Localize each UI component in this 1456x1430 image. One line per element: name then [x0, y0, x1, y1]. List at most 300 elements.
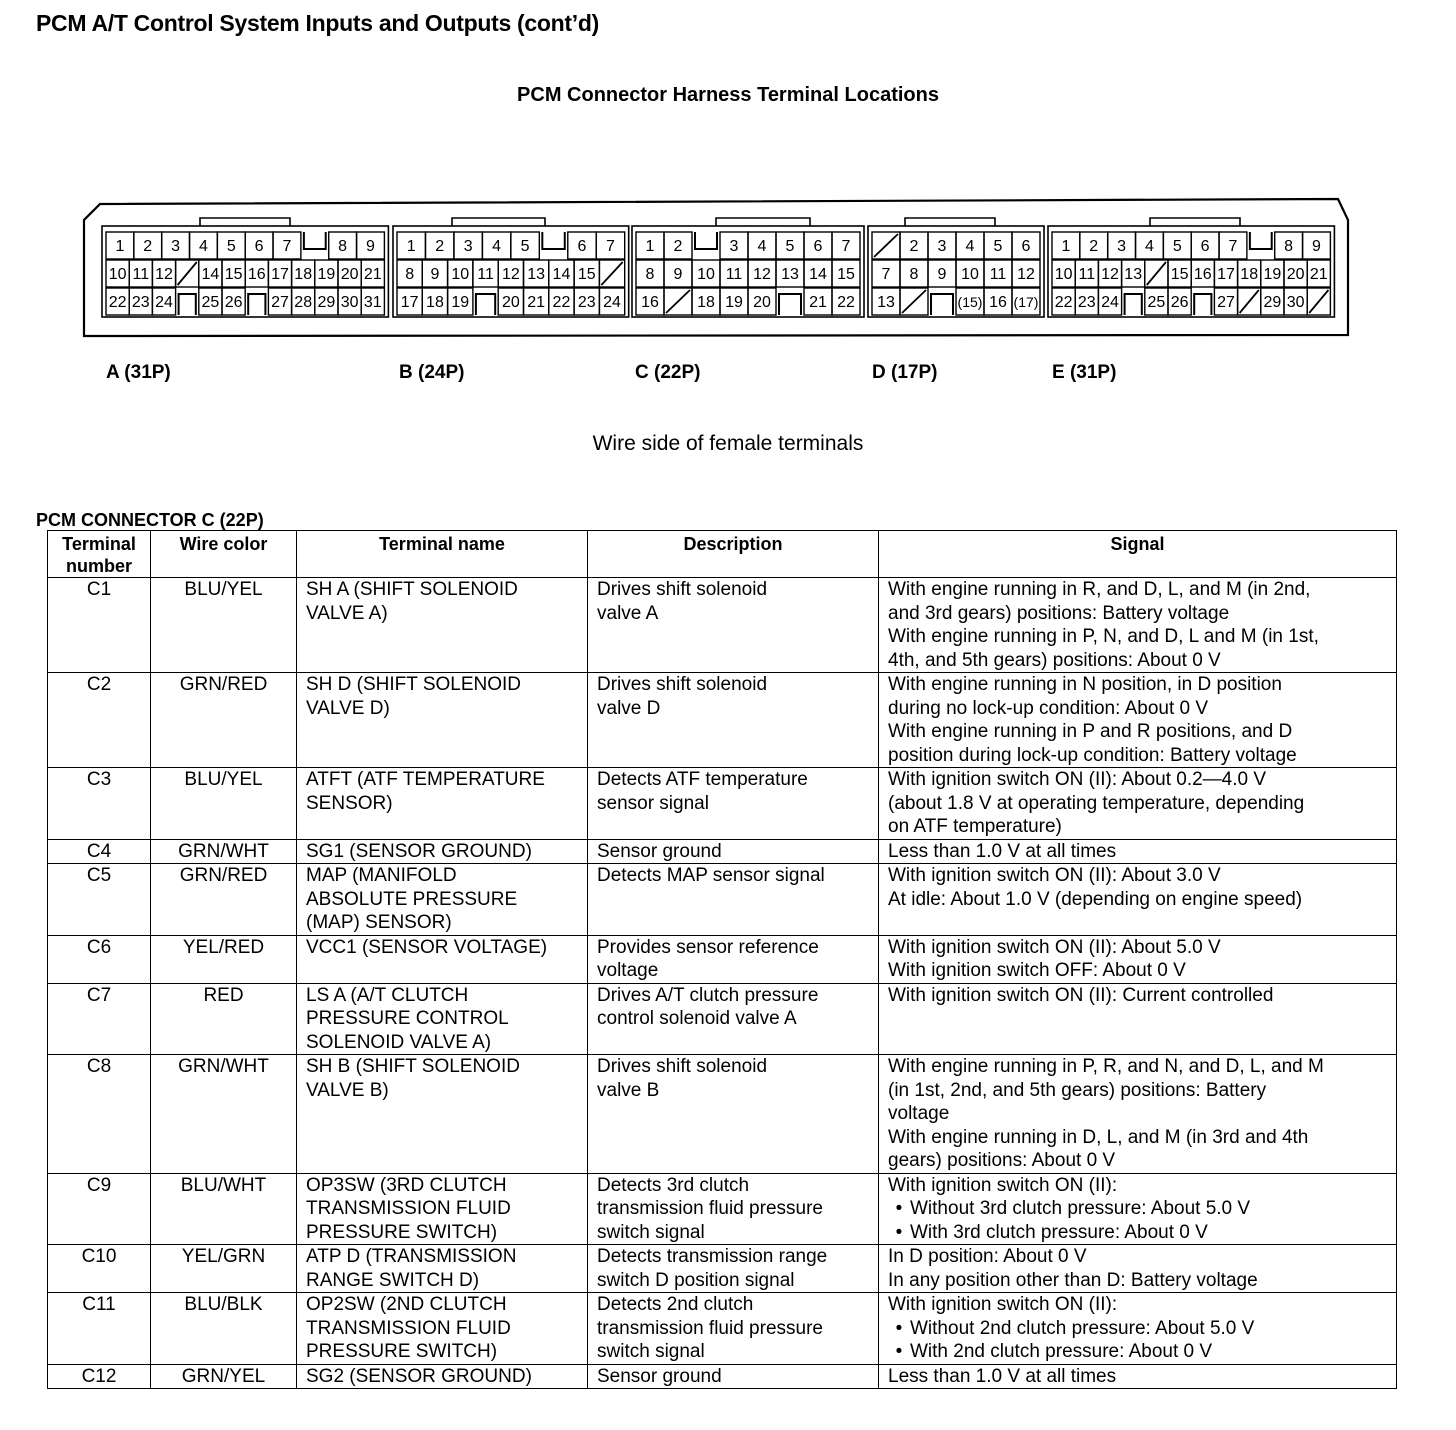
empty-terminal-mark [902, 290, 926, 313]
header-signal: Signal [879, 531, 1397, 578]
wire-color-cell: GRN/YEL [151, 1364, 297, 1389]
terminal-number: 1 [645, 238, 655, 255]
keyway-slot [931, 294, 953, 315]
terminal-name-line: SENSOR) [306, 792, 393, 814]
description-line: Detects 2nd clutch [597, 1294, 754, 1315]
table-row [48, 1364, 1397, 1389]
terminal-name-cell [297, 935, 588, 983]
terminal-number: 11 [989, 266, 1007, 283]
description-cell [588, 1293, 879, 1365]
terminal-number: 30 [1286, 294, 1305, 311]
terminal-number: 16 [1193, 266, 1212, 283]
terminal-number: 9 [430, 266, 440, 283]
table-row [48, 983, 1397, 1055]
terminal-number: 31 [363, 294, 382, 311]
terminal-number: 12 [1017, 266, 1035, 283]
table-row [48, 673, 1397, 768]
keyway-slot [542, 232, 564, 249]
terminal-name-cell [297, 768, 588, 840]
description-line: switch signal [597, 1341, 705, 1362]
terminal-number: 9 [937, 266, 947, 283]
table-row [48, 1245, 1397, 1293]
connector-latch [200, 218, 290, 226]
signal-line: during no lock-up condition: About 0 V [888, 697, 1209, 719]
terminal-number: 17 [400, 294, 419, 311]
terminal-name-line: ATP D (TRANSMISSION [306, 1246, 517, 1267]
keyway-slot [1125, 294, 1142, 315]
terminal-name-line: OP3SW (3RD CLUTCH [306, 1174, 507, 1196]
terminal-name-line: PRESSURE SWITCH) [306, 1221, 498, 1243]
empty-terminal-mark [178, 262, 197, 285]
terminal-name-line: SG1 (SENSOR GROUND) [306, 840, 532, 862]
terminal-number: 18 [294, 266, 313, 283]
wire-color-cell: BLU/YEL [151, 578, 297, 673]
terminal-name-line: TRANSMISSION FLUID [306, 1317, 511, 1339]
connector-latch [905, 218, 995, 226]
connector-c [632, 218, 864, 317]
terminal-name-cell [297, 983, 588, 1055]
terminal-name-line: RANGE SWITCH D) [306, 1269, 480, 1291]
terminal-number: 24 [1101, 294, 1119, 311]
signal-line: • Without 2nd clutch pressure: About 5.0 V [888, 1317, 1387, 1341]
connector-latch [716, 218, 810, 226]
terminal-number-cell: C5 [48, 864, 151, 936]
connector-latch [452, 218, 545, 226]
description-cell [588, 578, 879, 673]
terminal-number-cell: C9 [48, 1173, 151, 1245]
description-line: Sensor ground [597, 1365, 722, 1387]
description-line: Drives shift solenoid [597, 674, 768, 695]
terminal-number: 16 [989, 294, 1007, 311]
signal-line: In any position other than D: Battery voltage [888, 1269, 1258, 1291]
signal-cell [879, 1173, 1397, 1245]
terminal-number: 1 [406, 238, 416, 255]
terminal-number: 1 [115, 238, 125, 255]
terminal-number: 17 [1217, 266, 1235, 283]
terminal-number: 1 [1061, 238, 1071, 255]
terminal-name-line: SG2 (SENSOR GROUND) [306, 1365, 532, 1387]
terminal-number: 3 [171, 238, 181, 255]
signal-line: With ignition switch ON (II): [888, 1294, 1118, 1315]
description-cell [588, 768, 879, 840]
table-header-row [48, 531, 1397, 578]
description-line: Sensor ground [597, 840, 722, 862]
terminal-number: 25 [1147, 294, 1166, 311]
connector-e [1048, 218, 1334, 317]
signal-line: With engine running in N position, in D position [888, 674, 1282, 695]
table-row [48, 1293, 1397, 1365]
empty-terminal-mark [601, 262, 622, 285]
description-line: transmission fluid pressure [597, 1198, 823, 1219]
terminal-number: 7 [282, 238, 292, 255]
signal-line: In D position: About 0 V [888, 1246, 1087, 1267]
terminal-number: 7 [606, 238, 615, 255]
terminal-number: 6 [813, 238, 823, 255]
terminal-number: 7 [1228, 238, 1238, 255]
terminal-number: 4 [1144, 238, 1154, 255]
wire-color-cell: YEL/RED [151, 935, 297, 983]
signal-cell [879, 1364, 1397, 1389]
signal-line: With ignition switch OFF: About 0 V [888, 960, 1186, 981]
connector-label-c: C (22P) [635, 362, 701, 383]
wire-color-cell: BLU/BLK [151, 1293, 297, 1365]
wire-color-cell: GRN/WHT [151, 1055, 297, 1174]
description-line: valve A [597, 602, 659, 624]
terminal-number: 8 [645, 266, 655, 283]
description-line: Drives shift solenoid [597, 1056, 768, 1077]
terminal-number-cell: C11 [48, 1293, 151, 1365]
terminal-number: 8 [909, 266, 919, 283]
terminal-number: 12 [501, 266, 520, 283]
terminal-name-cell [297, 1245, 588, 1293]
signal-line: on ATF temperature) [888, 816, 1062, 837]
wire-color-cell: GRN/WHT [151, 839, 297, 864]
wire-color-cell: YEL/GRN [151, 1245, 297, 1293]
empty-terminal-mark [1147, 262, 1166, 285]
terminal-number: 4 [492, 238, 502, 255]
terminal-number: 12 [1101, 266, 1119, 283]
signal-cell [879, 839, 1397, 864]
terminal-number: 6 [1200, 238, 1210, 255]
terminal-number: 21 [1309, 266, 1328, 283]
terminal-number: 5 [226, 238, 236, 255]
terminal-number: 18 [697, 294, 715, 311]
terminal-number-cell: C12 [48, 1364, 151, 1389]
terminal-number: (17) [1013, 294, 1039, 310]
terminal-number: 15 [577, 266, 596, 283]
terminal-number: 11 [477, 266, 494, 283]
terminal-number: 4 [198, 238, 208, 255]
terminal-number: 7 [881, 266, 891, 283]
terminal-number: 10 [1054, 266, 1073, 283]
terminal-number: 8 [1284, 238, 1294, 255]
signal-line: • With 3rd clutch pressure: About 0 V [888, 1221, 1387, 1245]
signal-line: (about 1.8 V at operating temperature, depending [888, 792, 1305, 814]
terminal-number: 24 [155, 294, 173, 311]
signal-line: At idle: About 1.0 V (depending on engine speed) [888, 888, 1303, 910]
description-line: sensor signal [597, 792, 709, 814]
terminal-name-cell [297, 578, 588, 673]
keyway-slot [304, 232, 326, 249]
signal-cell [879, 935, 1397, 983]
terminal-number: 23 [131, 294, 150, 311]
terminal-name-line: (MAP) SENSOR) [306, 912, 452, 933]
header-wire-color: Wire color [151, 531, 297, 578]
terminal-name-line: MAP (MANIFOLD [306, 865, 457, 886]
terminal-number: 9 [366, 238, 375, 255]
description-cell [588, 839, 879, 864]
terminal-number: 3 [729, 238, 739, 255]
keyway-slot [1250, 232, 1272, 249]
terminal-number: 29 [1263, 294, 1282, 311]
terminal-number-cell: C3 [48, 768, 151, 840]
connector-latch [1150, 218, 1240, 226]
signal-line: With engine running in P and R positions, and D [888, 721, 1293, 742]
terminal-number: 29 [317, 294, 336, 311]
signal-cell [879, 1055, 1397, 1174]
signal-line: With engine running in R, and D, L, and M (in 2nd, [888, 579, 1311, 600]
terminal-number: 24 [603, 294, 621, 311]
terminal-number: 23 [1077, 294, 1096, 311]
terminal-number: 27 [271, 294, 289, 311]
terminal-name-cell [297, 1293, 588, 1365]
terminal-name-line: SH A (SHIFT SOLENOID [306, 579, 518, 600]
signal-line: With engine running in P, R, and N, and D, L, and M [888, 1056, 1324, 1077]
terminal-number: 10 [961, 266, 979, 283]
terminal-number: 13 [527, 266, 546, 283]
terminal-number: 4 [757, 238, 767, 255]
table-caption: PCM CONNECTOR C (22P) [36, 510, 264, 530]
signal-cell [879, 1293, 1397, 1365]
terminal-number: 19 [317, 266, 336, 283]
signal-line: With ignition switch ON (II): About 0.2—4.0 V [888, 769, 1267, 790]
terminal-number: 10 [108, 266, 127, 283]
terminal-number: 30 [340, 294, 359, 311]
pcm-connector-diagram [0, 190, 1456, 350]
terminal-number-cell: C10 [48, 1245, 151, 1293]
description-line: Detects 3rd clutch [597, 1174, 750, 1196]
description-line: Detects ATF temperature [597, 769, 808, 790]
terminal-number: 10 [697, 266, 715, 283]
signal-line: • With 2nd clutch pressure: About 0 V [888, 1340, 1387, 1364]
terminal-name-line: TRANSMISSION FLUID [306, 1198, 511, 1219]
terminal-number: 20 [1286, 266, 1305, 283]
terminal-number: 18 [1240, 266, 1259, 283]
description-line: valve B [597, 1079, 660, 1101]
terminal-number: 8 [338, 238, 348, 255]
pinout-table [47, 530, 1397, 1389]
terminal-number: 23 [577, 294, 596, 311]
terminal-number: 3 [463, 238, 473, 255]
terminal-number: 22 [1054, 294, 1073, 311]
description-line: control solenoid valve A [597, 1008, 797, 1029]
terminal-number: 9 [673, 266, 683, 283]
empty-terminal-mark [874, 234, 898, 257]
terminal-number: 22 [108, 294, 127, 311]
connector-label-a: A (31P) [106, 362, 171, 383]
terminal-number: 14 [552, 266, 571, 283]
terminal-number: 21 [527, 294, 546, 311]
terminal-number: 2 [435, 238, 445, 255]
terminal-name-line: PRESSURE CONTROL [306, 1008, 509, 1029]
terminal-number: 15 [837, 266, 855, 283]
table-row [48, 935, 1397, 983]
terminal-number: 5 [993, 238, 1003, 255]
terminal-number: 4 [965, 238, 975, 255]
page-title: PCM A/T Control System Inputs and Outputs (cont’d) [36, 10, 599, 36]
terminal-number-cell: C6 [48, 935, 151, 983]
terminal-name-line: VALVE A) [306, 602, 388, 624]
terminal-name-line: SOLENOID VALVE A) [306, 1031, 492, 1053]
terminal-name-cell [297, 1055, 588, 1174]
terminal-number: 13 [877, 294, 895, 311]
description-cell [588, 864, 879, 936]
signal-line: • Without 3rd clutch pressure: About 5.0 V [888, 1197, 1387, 1221]
terminal-name-line: ATFT (ATF TEMPERATURE [306, 769, 545, 790]
description-line: valve D [597, 697, 661, 719]
empty-terminal-mark [666, 290, 690, 313]
terminal-number: 19 [451, 294, 470, 311]
terminal-number: 5 [785, 238, 795, 255]
terminal-number: 22 [837, 294, 855, 311]
signal-line: voltage [888, 1103, 950, 1124]
terminal-name-cell [297, 1173, 588, 1245]
signal-line: Less than 1.0 V at all times [888, 840, 1117, 862]
wire-color-cell: GRN/RED [151, 673, 297, 768]
wire-color-cell: BLU/WHT [151, 1173, 297, 1245]
signal-line: gears) positions: About 0 V [888, 1150, 1116, 1171]
terminal-number: 6 [577, 238, 587, 255]
description-line: Detects transmission range [597, 1246, 828, 1267]
terminal-number: 14 [809, 266, 827, 283]
terminal-number: 28 [294, 294, 313, 311]
terminal-number: 6 [1021, 238, 1031, 255]
terminal-number: 20 [753, 294, 771, 311]
signal-line: and 3rd gears) positions: Battery voltage [888, 602, 1230, 624]
keyway-slot [695, 232, 717, 249]
description-line: Drives A/T clutch pressure [597, 984, 819, 1006]
terminal-number: 17 [271, 266, 289, 283]
terminal-number: 16 [247, 266, 266, 283]
terminal-number: 15 [1170, 266, 1189, 283]
keyway-slot [779, 294, 801, 315]
terminal-number: 21 [363, 266, 382, 283]
description-line: switch signal [597, 1221, 705, 1243]
description-line: Provides sensor reference [597, 936, 819, 958]
terminal-number: 12 [753, 266, 771, 283]
signal-cell [879, 983, 1397, 1055]
terminal-number: 5 [520, 238, 530, 255]
terminal-number: 6 [254, 238, 264, 255]
terminal-number: 16 [641, 294, 659, 311]
terminal-number: 14 [201, 266, 220, 283]
terminal-number: 2 [143, 238, 153, 255]
connector-label-b: B (24P) [399, 362, 465, 383]
description-cell [588, 1173, 879, 1245]
signal-line: With ignition switch ON (II): About 5.0 V [888, 936, 1221, 958]
signal-cell [879, 578, 1397, 673]
table-row [48, 864, 1397, 936]
signal-line: With engine running in D, L, and M (in 3rd and 4th [888, 1126, 1309, 1148]
signal-line: 4th, and 5th gears) positions: About 0 V [888, 649, 1221, 671]
header-description: Description [588, 531, 879, 578]
keyway-slot [179, 294, 196, 315]
wire-color-cell: BLU/YEL [151, 768, 297, 840]
terminal-number: 3 [937, 238, 947, 255]
terminal-number: 26 [224, 294, 243, 311]
terminal-number-cell: C2 [48, 673, 151, 768]
description-cell [588, 983, 879, 1055]
signal-line: With ignition switch ON (II): About 3.0 V [888, 865, 1221, 886]
terminal-number: 18 [426, 294, 444, 311]
terminal-name-line: SH B (SHIFT SOLENOID [306, 1056, 520, 1077]
terminal-number: 12 [155, 266, 173, 283]
connector-label-e: E (31P) [1052, 362, 1117, 383]
terminal-number: 19 [1263, 266, 1282, 283]
terminal-number: 20 [340, 266, 359, 283]
terminal-name-line: VCC1 (SENSOR VOLTAGE) [306, 936, 548, 958]
terminal-name-line: OP2SW (2ND CLUTCH [306, 1294, 507, 1315]
terminal-number: (15) [957, 294, 983, 310]
diagram-title: PCM Connector Harness Terminal Locations [517, 84, 939, 106]
description-cell [588, 1055, 879, 1174]
terminal-name-line: PRESSURE SWITCH) [306, 1341, 498, 1362]
terminal-number: 25 [201, 294, 220, 311]
terminal-name-line: ABSOLUTE PRESSURE [306, 888, 518, 910]
description-cell [588, 1245, 879, 1293]
terminal-number: 11 [725, 266, 743, 283]
terminal-number: 3 [1117, 238, 1127, 255]
description-cell [588, 1364, 879, 1389]
terminal-number: 22 [552, 294, 571, 311]
terminal-number: 11 [1078, 266, 1096, 283]
description-line: Detects MAP sensor signal [597, 865, 825, 886]
terminal-number: 13 [1124, 266, 1143, 283]
table-row [48, 1055, 1397, 1174]
terminal-number: 11 [132, 266, 150, 283]
signal-line: With ignition switch ON (II): [888, 1174, 1118, 1196]
connector-a [102, 218, 388, 317]
terminal-number: 2 [673, 238, 683, 255]
empty-terminal-mark [1309, 290, 1328, 313]
terminal-number: 20 [501, 294, 520, 311]
keyway-slot [476, 294, 495, 315]
empty-terminal-mark [1240, 290, 1259, 313]
connector-d [868, 218, 1044, 317]
keyway-slot [1194, 294, 1211, 315]
terminal-name-cell [297, 864, 588, 936]
description-line: Drives shift solenoid [597, 579, 768, 600]
table-row [48, 578, 1397, 673]
signal-cell [879, 864, 1397, 936]
terminal-number: 15 [224, 266, 243, 283]
terminal-number-cell: C4 [48, 839, 151, 864]
terminal-name-line: LS A (A/T CLUTCH [306, 984, 469, 1006]
signal-line: position during lock-up condition: Battery voltage [888, 744, 1297, 766]
terminal-number: 5 [1172, 238, 1182, 255]
terminal-number-cell: C7 [48, 983, 151, 1055]
description-cell [588, 935, 879, 983]
terminal-number: 7 [841, 238, 851, 255]
header-terminal-number: Terminal number [48, 531, 151, 578]
terminal-number-cell: C1 [48, 578, 151, 673]
wire-color-cell: RED [151, 983, 297, 1055]
description-line: voltage [597, 960, 659, 981]
header-terminal-name: Terminal name [297, 531, 588, 578]
signal-line: (in 1st, 2nd, and 5th gears) positions: Battery [888, 1079, 1267, 1101]
table-row [48, 768, 1397, 840]
terminal-number: 27 [1217, 294, 1235, 311]
signal-cell [879, 1245, 1397, 1293]
wire-color-cell: GRN/RED [151, 864, 297, 936]
signal-cell [879, 768, 1397, 840]
terminal-number: 2 [1089, 238, 1099, 255]
terminal-number: 26 [1170, 294, 1189, 311]
connector-label-d: D (17P) [872, 362, 938, 383]
description-line: transmission fluid pressure [597, 1317, 823, 1339]
terminal-name-line: SH D (SHIFT SOLENOID [306, 674, 522, 695]
description-line: switch D position signal [597, 1269, 795, 1291]
keyway-slot [248, 294, 265, 315]
terminal-number: 10 [451, 266, 470, 283]
terminal-name-cell [297, 673, 588, 768]
signal-line: With ignition switch ON (II): Current controlled [888, 984, 1274, 1006]
terminal-name-cell [297, 1364, 588, 1389]
terminal-number: 21 [809, 294, 827, 311]
signal-cell [879, 673, 1397, 768]
terminal-number: 19 [725, 294, 743, 311]
table-row [48, 839, 1397, 864]
